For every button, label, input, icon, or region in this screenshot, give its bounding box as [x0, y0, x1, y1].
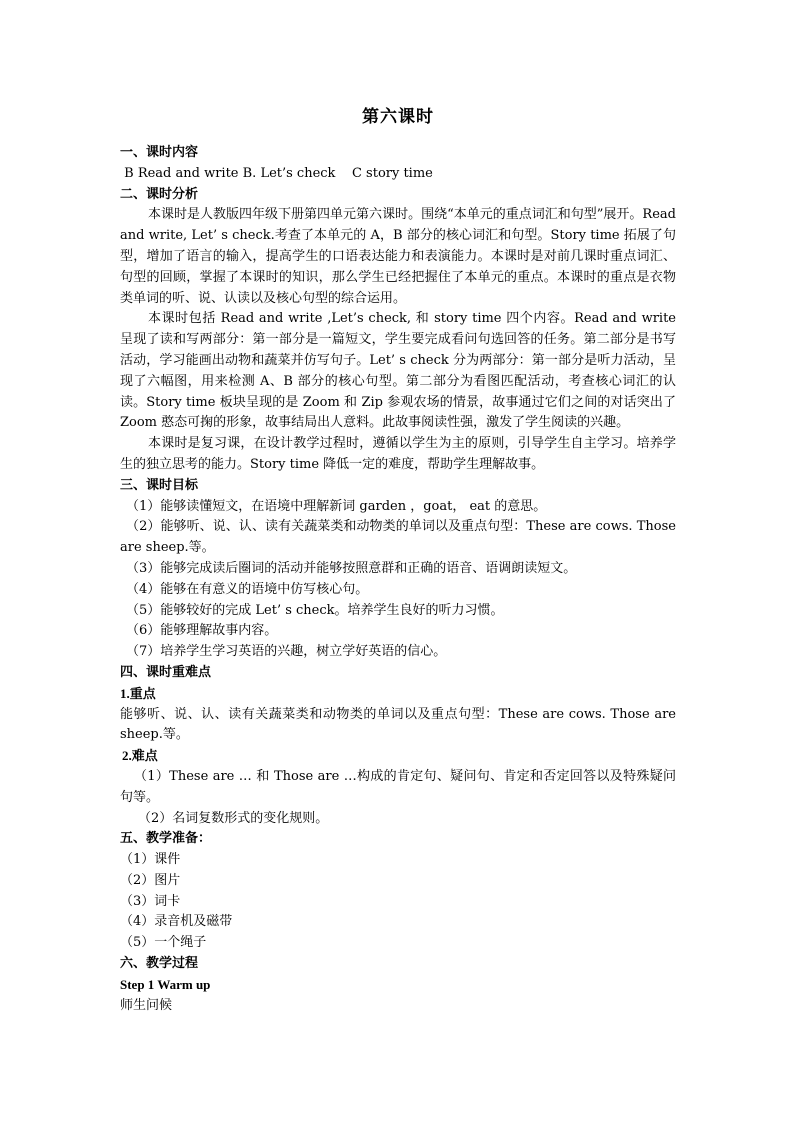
- section-4-heading: 四、课时重难点: [120, 664, 212, 680]
- section-2-paragraph-3: 本课时是复习课，在设计教学过程时，遵循以学生为主的原则，引导学生自主学习。培养学生的独立思考的能力。Story time 降低一定的难度，帮助学生理解故事。: [120, 436, 676, 472]
- page-title: 第六课时: [362, 107, 434, 127]
- document-body: [120, 105, 676, 1016]
- preparation-item: （5）一个绳子: [120, 935, 207, 951]
- preparation-item: （4）录音机及磁带: [120, 914, 233, 930]
- step-1-text: 师生问候: [120, 997, 173, 1013]
- step-1-heading: Step 1 Warm up: [120, 976, 211, 992]
- section-3-heading: 三、课时目标: [120, 477, 199, 493]
- objective-item: （6）能够理解故事内容。: [126, 623, 278, 639]
- objective-item: （1）能够读懂短文，在语境中理解新词 garden ，goat， eat 的意思。: [126, 498, 547, 514]
- section-2-paragraph-2: 本课时包括 Read and write ,Let’s check, 和 story time 四个内容。Read and write 呈现了读和写两部分：第一部分是一篇短文，学生要完成看问句选回答的任务。第二部分是书写活动，学习能画出动物和蔬菜并仿写句子。Let’ s check 分为两部分：第一部分是听力活动，呈现了六幅图，用来检测 A、B 部分的核心句型。第二部分为看图匹配活动，考查核心词汇的认读。Story time 板块呈现的是 Zoom 和 Zip 参观农场的情景，故事通过它们之间的对话突出了 Zoom 憨态可掬的形象，故事结局出人意料。此故事阅读性强，激发了学生阅读的兴趣。: [120, 311, 676, 431]
- key-point-label: 1.重点: [120, 685, 156, 701]
- preparation-item: （3）词卡: [120, 893, 181, 909]
- section-2-paragraph-1: 本课时是人教版四年级下册第四单元第六课时。围绕“本单元的重点词汇和句型”展开。Read and write, Let’ s check.考查了本单元的 A，B 部分的核心词汇和句型。Story time 拓展了句型，增加了语言的输入，提高学生的口语表达能力和表演能力。本课时是对前几课时重点词汇、句型的回顾，掌握了本课时的知识，那么学生已经把握住了本单元的重点。本课时的重点是衣物类单词的听、说、认读以及核心句型的综合运用。: [120, 207, 676, 306]
- objective-item: （3）能够完成读后圈词的活动并能够按照意群和正确的语音、语调朗读短文。: [126, 560, 577, 576]
- difficulty-item: （2）名词复数形式的变化规则。: [138, 810, 329, 826]
- difficulty-label: 2.难点: [122, 748, 158, 764]
- section-2-heading: 二、课时分析: [120, 186, 199, 202]
- section-1-heading: 一、课时内容: [120, 145, 199, 160]
- section-1-line: B Read and write B. Let’s check C story time: [120, 165, 433, 181]
- preparation-item: （2）图片: [120, 872, 181, 888]
- key-point-text: 能够听、说、认、读有关蔬菜类和动物类的单词以及重点句型：These are cows. Those are sheep.等。: [120, 706, 676, 743]
- section-5-heading: 五、教学准备：: [120, 831, 212, 847]
- objective-item: （2）能够听、说、认、读有关蔬菜类和动物类的单词以及重点句型：These are cows. Those are sheep.等。: [120, 519, 676, 556]
- objective-item: （4）能够在有意义的语境中仿写核心句。: [126, 581, 369, 597]
- objective-item: （7）培养学生学习英语的兴趣，树立学好英语的信心。: [126, 644, 447, 660]
- objective-item: （5）能够较好的完成 Let’ s check。培养学生良好的听力习惯。: [126, 602, 504, 618]
- section-6-heading: 六、教学过程: [120, 956, 199, 972]
- difficulty-item: （1）These are … 和 Those are …构成的肯定句、疑问句、肯定和否定回答以及特殊疑问句等。: [120, 768, 676, 805]
- preparation-item: （1）课件: [120, 852, 181, 868]
